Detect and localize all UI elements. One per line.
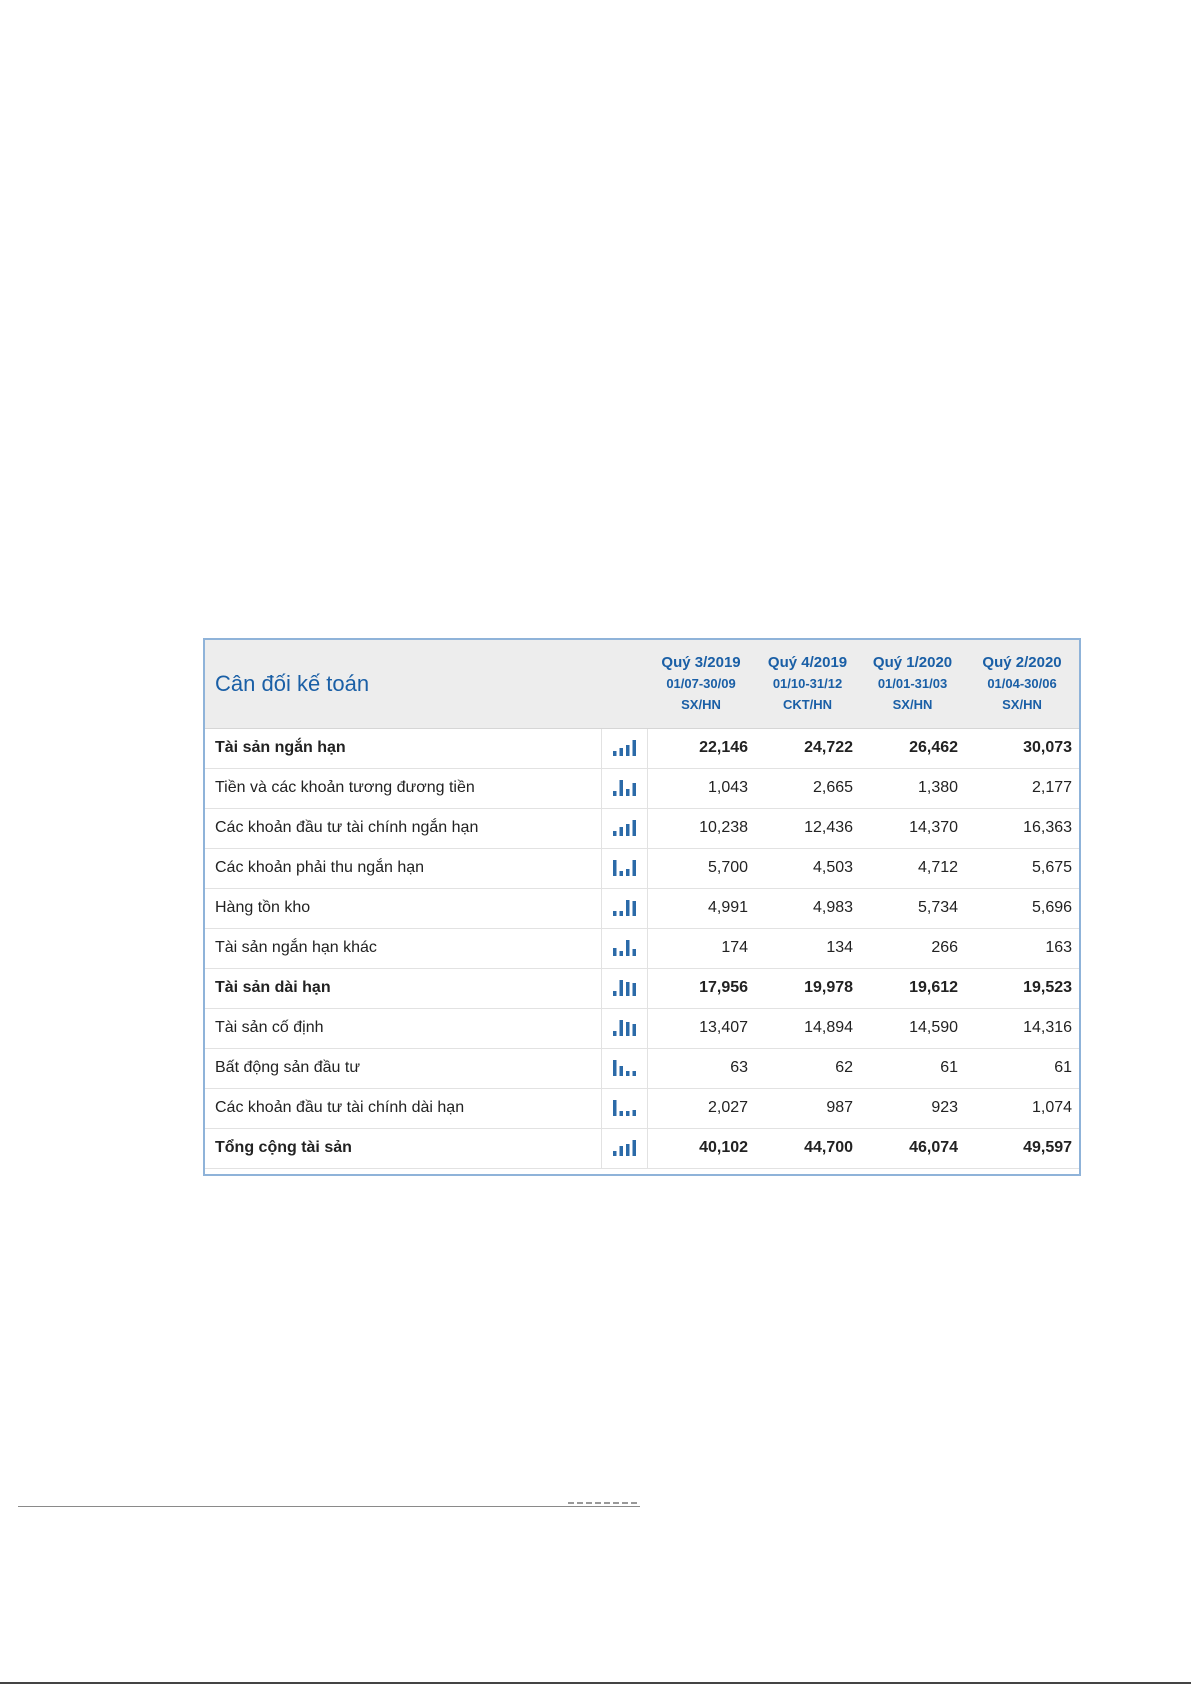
quarter-header[interactable] [965, 640, 1079, 728]
value-cell: 14,316 [965, 1008, 1079, 1048]
spark-bar [626, 789, 630, 796]
row-label: Tài sản ngắn hạn khác [205, 928, 601, 968]
row-chart-cell[interactable] [601, 808, 647, 848]
value-cell: 13,407 [647, 1008, 755, 1048]
row-label: Bất động sản đầu tư [205, 1048, 601, 1088]
value-cell: 49,597 [965, 1128, 1079, 1168]
row-chart-cell[interactable] [601, 768, 647, 808]
value-cell: 4,991 [647, 888, 755, 928]
balance-sheet-table [203, 638, 1081, 1176]
quarter-header[interactable] [860, 640, 965, 728]
spark-bar [620, 911, 624, 916]
value-cell: 19,612 [860, 968, 965, 1008]
spark-bar [633, 1071, 637, 1076]
table-row [205, 1048, 1079, 1088]
spark-bar [633, 949, 637, 956]
spark-bar [613, 991, 617, 996]
value-cell: 16,363 [965, 808, 1079, 848]
spark-bar [633, 1140, 637, 1156]
quarter-name[interactable]: Quý 1/2020 [872, 654, 953, 672]
row-label: Các khoản đầu tư tài chính ngắn hạn [205, 808, 601, 848]
value-cell: 61 [860, 1048, 965, 1088]
table-row [205, 808, 1079, 848]
table-row [205, 888, 1079, 928]
table-title: Cân đối kế toán [205, 640, 647, 728]
row-chart-cell[interactable] [601, 928, 647, 968]
value-cell: 1,043 [647, 768, 755, 808]
value-cell: 4,983 [755, 888, 860, 928]
value-cell: 163 [965, 928, 1079, 968]
value-cell: 5,696 [965, 888, 1079, 928]
row-chart-cell[interactable] [601, 728, 647, 768]
value-cell: 14,590 [860, 1008, 965, 1048]
spark-bar [626, 745, 630, 756]
spark-bar [626, 1022, 630, 1036]
value-cell: 61 [965, 1048, 1079, 1088]
value-cell: 1,074 [965, 1088, 1079, 1128]
spark-bar [626, 869, 630, 876]
balance-sheet-grid [205, 640, 1079, 1169]
value-cell: 1,380 [860, 768, 965, 808]
spark-bar [620, 1020, 624, 1036]
value-cell: 17,956 [647, 968, 755, 1008]
value-cell: 14,894 [755, 1008, 860, 1048]
quarter-name[interactable]: Quý 4/2019 [767, 654, 848, 672]
table-row [205, 928, 1079, 968]
table-row [205, 1128, 1079, 1168]
value-cell: 4,503 [755, 848, 860, 888]
table-row [205, 768, 1079, 808]
spark-bar [626, 900, 630, 916]
value-cell: 5,734 [860, 888, 965, 928]
spark-bar [620, 827, 624, 836]
spark-bar [633, 860, 637, 876]
spark-bar [626, 1071, 630, 1076]
value-cell: 5,675 [965, 848, 1079, 888]
spark-bar [633, 1024, 637, 1036]
value-cell: 174 [647, 928, 755, 968]
spark-bar [633, 1110, 637, 1116]
spark-bar [620, 1066, 624, 1076]
spark-bar [633, 901, 637, 916]
table-row [205, 968, 1079, 1008]
bar-chart-icon[interactable] [611, 779, 637, 797]
row-chart-cell[interactable] [601, 848, 647, 888]
spark-bar [613, 1100, 617, 1116]
bar-chart-icon[interactable] [611, 819, 637, 837]
spark-bar [613, 948, 617, 956]
quarter-range: 01/01-31/03 [877, 676, 948, 692]
bar-chart-icon[interactable] [611, 1139, 637, 1157]
quarter-type: CKT/HN [782, 697, 833, 713]
row-chart-cell[interactable] [601, 1048, 647, 1088]
value-cell: 26,462 [860, 728, 965, 768]
quarter-type: SX/HN [681, 697, 721, 713]
spark-bar [613, 911, 617, 916]
value-cell: 12,436 [755, 808, 860, 848]
value-cell: 30,073 [965, 728, 1079, 768]
value-cell: 2,665 [755, 768, 860, 808]
quarter-range: 01/07-30/09 [666, 676, 736, 692]
footer-dash-mark [568, 1502, 638, 1504]
row-chart-cell[interactable] [601, 1128, 647, 1168]
quarter-header[interactable] [755, 640, 860, 728]
row-label: Hàng tồn kho [205, 888, 601, 928]
table-row [205, 728, 1079, 768]
spark-bar [633, 983, 637, 996]
spark-bar [626, 1111, 630, 1116]
spark-bar [620, 980, 624, 996]
value-cell: 987 [755, 1088, 860, 1128]
spark-bar [633, 820, 637, 836]
row-chart-cell[interactable] [601, 1008, 647, 1048]
value-cell: 266 [860, 928, 965, 968]
table-header [205, 640, 1079, 728]
value-cell: 63 [647, 1048, 755, 1088]
row-label: Tổng cộng tài sản [205, 1128, 601, 1168]
value-cell: 19,978 [755, 968, 860, 1008]
row-label: Tài sản ngắn hạn [205, 728, 601, 768]
spark-bar [613, 860, 617, 876]
bar-chart-icon[interactable] [611, 739, 637, 757]
value-cell: 19,523 [965, 968, 1079, 1008]
bar-chart-icon[interactable] [611, 939, 637, 957]
spark-bar [613, 1060, 617, 1076]
spark-bar [620, 951, 624, 956]
value-cell: 22,146 [647, 728, 755, 768]
spark-bar [613, 1031, 617, 1036]
value-cell: 2,177 [965, 768, 1079, 808]
spark-bar [633, 783, 637, 796]
quarter-header[interactable] [647, 640, 755, 728]
spark-bar [620, 1111, 624, 1116]
table-row [205, 1008, 1079, 1048]
value-cell: 923 [860, 1088, 965, 1128]
page-bottom-rule [0, 1682, 1191, 1684]
spark-bar [613, 751, 617, 756]
value-cell: 62 [755, 1048, 860, 1088]
quarter-name[interactable]: Quý 2/2020 [982, 654, 1062, 672]
spark-bar [620, 871, 624, 876]
value-cell: 4,712 [860, 848, 965, 888]
spark-bar [633, 740, 637, 756]
quarter-name[interactable]: Quý 3/2019 [661, 654, 741, 672]
row-label: Các khoản đầu tư tài chính dài hạn [205, 1088, 601, 1128]
quarter-range: 01/10-31/12 [772, 676, 843, 692]
table-row [205, 848, 1079, 888]
quarter-range: 01/04-30/06 [987, 676, 1057, 692]
spark-bar [613, 1151, 617, 1156]
bar-chart-icon[interactable] [611, 979, 637, 997]
value-cell: 46,074 [860, 1128, 965, 1168]
value-cell: 24,722 [755, 728, 860, 768]
value-cell: 10,238 [647, 808, 755, 848]
row-chart-cell[interactable] [601, 968, 647, 1008]
value-cell: 44,700 [755, 1128, 860, 1168]
spark-bar [626, 940, 630, 956]
row-chart-cell[interactable] [601, 1088, 647, 1128]
value-cell: 2,027 [647, 1088, 755, 1128]
bar-chart-icon[interactable] [611, 1099, 637, 1117]
table-row [205, 1088, 1079, 1128]
spark-bar [626, 1144, 630, 1156]
value-cell: 134 [755, 928, 860, 968]
value-cell: 14,370 [860, 808, 965, 848]
spark-bar [613, 831, 617, 836]
row-label: Tiền và các khoản tương đương tiền [205, 768, 601, 808]
quarter-type: SX/HN [1002, 697, 1042, 713]
row-label: Tài sản cố định [205, 1008, 601, 1048]
bar-chart-icon[interactable] [611, 1059, 637, 1077]
row-label: Tài sản dài hạn [205, 968, 601, 1008]
spark-bar [626, 824, 630, 836]
value-cell: 5,700 [647, 848, 755, 888]
spark-bar [626, 982, 630, 996]
footer-divider [18, 1506, 640, 1507]
spark-bar [620, 780, 624, 796]
bar-chart-icon[interactable] [611, 1019, 637, 1037]
bar-chart-icon[interactable] [611, 899, 637, 917]
spark-bar [620, 1146, 624, 1156]
row-label: Các khoản phải thu ngắn hạn [205, 848, 601, 888]
value-cell: 40,102 [647, 1128, 755, 1168]
quarter-type: SX/HN [892, 697, 933, 713]
bar-chart-icon[interactable] [611, 859, 637, 877]
spark-bar [613, 791, 617, 796]
spark-bar [620, 748, 624, 756]
row-chart-cell[interactable] [601, 888, 647, 928]
